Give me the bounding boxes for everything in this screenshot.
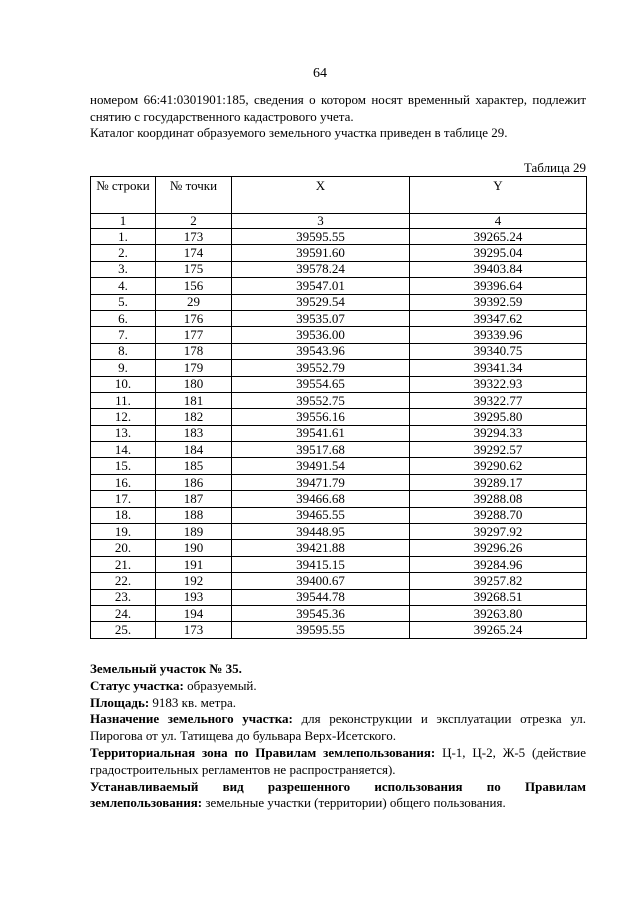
- row-number-cell: 25.: [91, 622, 156, 638]
- x-coordinate-cell: 39415.15: [232, 556, 410, 572]
- x-coordinate-cell: 39591.60: [232, 245, 410, 261]
- y-coordinate-cell: 39341.34: [410, 360, 587, 376]
- row-number-cell: 2.: [91, 245, 156, 261]
- x-coordinate-cell: 39448.95: [232, 524, 410, 540]
- table-body: [91, 229, 587, 639]
- point-number-cell: 175: [156, 261, 232, 277]
- status-value: образуемый.: [183, 677, 257, 693]
- point-number-cell: 178: [156, 343, 232, 359]
- x-coordinate-cell: 39595.55: [232, 622, 410, 638]
- point-number-cell: 180: [156, 376, 232, 392]
- table-row: [91, 491, 587, 507]
- y-coordinate-cell: 39295.80: [410, 409, 587, 425]
- row-number-cell: 9.: [91, 360, 156, 376]
- y-coordinate-cell: 39392.59: [410, 294, 587, 310]
- table-row: [91, 524, 587, 540]
- point-number-cell: 182: [156, 409, 232, 425]
- intro-paragraph-2: Каталог координат образуемого земельного участка приведен в таблице 29.: [90, 125, 508, 140]
- row-number-cell: 6.: [91, 310, 156, 326]
- point-number-cell: 183: [156, 425, 232, 441]
- plot-title: Земельный участок № 35.: [90, 661, 242, 676]
- x-coordinate-cell: 39529.54: [232, 294, 410, 310]
- y-coordinate-cell: 39340.75: [410, 343, 587, 359]
- header-y: Y: [410, 177, 587, 214]
- point-number-cell: 189: [156, 524, 232, 540]
- x-coordinate-cell: 39421.88: [232, 540, 410, 556]
- area-label: Площадь:: [90, 694, 150, 710]
- table-row: [91, 245, 587, 261]
- x-coordinate-cell: 39544.78: [232, 589, 410, 605]
- row-number-cell: 3.: [91, 261, 156, 277]
- status-label: Статус участка:: [90, 677, 184, 693]
- y-coordinate-cell: 39265.24: [410, 229, 587, 245]
- table-row: [91, 261, 587, 277]
- zone-value: Ц-1, Ц-2, Ж-5 (действие градостроительных регламентов не распространяется).: [90, 744, 586, 777]
- use-value: земельные участки (территории) общего пользования.: [202, 795, 506, 811]
- use-label-line-2: землепользования:: [90, 795, 203, 811]
- y-coordinate-cell: 39289.17: [410, 474, 587, 490]
- point-number-cell: 179: [156, 360, 232, 376]
- table-row: [91, 507, 587, 523]
- row-number-cell: 4.: [91, 278, 156, 294]
- table-row: [91, 622, 587, 638]
- table-row: [91, 573, 587, 589]
- purpose-value: для реконструкции и эксплуатации отрезка ул. Пирогова от ул. Татищева до бульвара Верх-Исетского.: [90, 711, 586, 744]
- table-row: [91, 556, 587, 572]
- y-coordinate-cell: 39297.92: [410, 524, 587, 540]
- table-row: [91, 425, 587, 441]
- column-number: 4: [410, 214, 587, 229]
- point-number-cell: 192: [156, 573, 232, 589]
- y-coordinate-cell: 39288.70: [410, 507, 587, 523]
- point-number-cell: 184: [156, 442, 232, 458]
- x-coordinate-cell: 39535.07: [232, 310, 410, 326]
- x-coordinate-cell: 39552.75: [232, 392, 410, 408]
- purpose-label: Назначение земельного участка:: [90, 711, 293, 727]
- table-header-row: [91, 177, 587, 214]
- table-row: [91, 376, 587, 392]
- point-number-cell: 176: [156, 310, 232, 326]
- x-coordinate-cell: 39595.55: [232, 229, 410, 245]
- table-row: [91, 458, 587, 474]
- intro-text: [90, 92, 586, 142]
- y-coordinate-cell: 39322.93: [410, 376, 587, 392]
- point-number-cell: 181: [156, 392, 232, 408]
- table-row: [91, 327, 587, 343]
- row-number-cell: 22.: [91, 573, 156, 589]
- land-plot-section: [90, 661, 586, 812]
- point-number-cell: 174: [156, 245, 232, 261]
- row-number-cell: 5.: [91, 294, 156, 310]
- table-row: [91, 343, 587, 359]
- column-number-row: [91, 214, 587, 229]
- row-number-cell: 1.: [91, 229, 156, 245]
- row-number-cell: 11.: [91, 392, 156, 408]
- y-coordinate-cell: 39295.04: [410, 245, 587, 261]
- row-number-cell: 23.: [91, 589, 156, 605]
- x-coordinate-cell: 39517.68: [232, 442, 410, 458]
- y-coordinate-cell: 39292.57: [410, 442, 587, 458]
- row-number-cell: 24.: [91, 605, 156, 621]
- table-row: [91, 278, 587, 294]
- y-coordinate-cell: 39290.62: [410, 458, 587, 474]
- header-row-number: № строки: [91, 177, 156, 214]
- point-number-cell: 177: [156, 327, 232, 343]
- point-number-cell: 29: [156, 294, 232, 310]
- y-coordinate-cell: 39294.33: [410, 425, 587, 441]
- row-number-cell: 20.: [91, 540, 156, 556]
- table-caption: Таблица 29: [523, 160, 586, 175]
- table-row: [91, 310, 587, 326]
- x-coordinate-cell: 39400.67: [232, 573, 410, 589]
- y-coordinate-cell: 39296.26: [410, 540, 587, 556]
- coordinates-table: [90, 176, 587, 639]
- x-coordinate-cell: 39543.96: [232, 343, 410, 359]
- point-number-cell: 194: [156, 605, 232, 621]
- table-row: [91, 392, 587, 408]
- row-number-cell: 10.: [91, 376, 156, 392]
- point-number-cell: 190: [156, 540, 232, 556]
- point-number-cell: 191: [156, 556, 232, 572]
- row-number-cell: 8.: [91, 343, 156, 359]
- point-number-cell: 185: [156, 458, 232, 474]
- table-row: [91, 442, 587, 458]
- column-number: 1: [91, 214, 156, 229]
- y-coordinate-cell: 39268.51: [410, 589, 587, 605]
- point-number-cell: 187: [156, 491, 232, 507]
- intro-paragraph-1: номером 66:41:0301901:185, сведения о котором носят временный характер, подлежит снятию с государственного кадастрового учета.: [90, 92, 586, 124]
- x-coordinate-cell: 39541.61: [232, 425, 410, 441]
- y-coordinate-cell: 39403.84: [410, 261, 587, 277]
- row-number-cell: 15.: [91, 458, 156, 474]
- point-number-cell: 193: [156, 589, 232, 605]
- x-coordinate-cell: 39471.79: [232, 474, 410, 490]
- column-number: 3: [232, 214, 410, 229]
- x-coordinate-cell: 39536.00: [232, 327, 410, 343]
- point-number-cell: 173: [156, 622, 232, 638]
- y-coordinate-cell: 39288.08: [410, 491, 587, 507]
- table-row: [91, 229, 587, 245]
- row-number-cell: 19.: [91, 524, 156, 540]
- table-row: [91, 540, 587, 556]
- row-number-cell: 7.: [91, 327, 156, 343]
- table-row: [91, 360, 587, 376]
- row-number-cell: 16.: [91, 474, 156, 490]
- point-number-cell: 188: [156, 507, 232, 523]
- row-number-cell: 13.: [91, 425, 156, 441]
- row-number-cell: 21.: [91, 556, 156, 572]
- use-label-line-1: Устанавливаемый вид разрешенного использования по Правилам: [90, 778, 586, 794]
- row-number-cell: 14.: [91, 442, 156, 458]
- y-coordinate-cell: 39347.62: [410, 310, 587, 326]
- table-row: [91, 294, 587, 310]
- column-number: 2: [156, 214, 232, 229]
- y-coordinate-cell: 39263.80: [410, 605, 587, 621]
- header-x: X: [232, 177, 410, 214]
- x-coordinate-cell: 39491.54: [232, 458, 410, 474]
- page-number: 64: [313, 66, 327, 81]
- point-number-cell: 186: [156, 474, 232, 490]
- y-coordinate-cell: 39322.77: [410, 392, 587, 408]
- table-row: [91, 409, 587, 425]
- x-coordinate-cell: 39545.36: [232, 605, 410, 621]
- header-point-number: № точки: [156, 177, 232, 214]
- point-number-cell: 173: [156, 229, 232, 245]
- table-row: [91, 474, 587, 490]
- x-coordinate-cell: 39556.16: [232, 409, 410, 425]
- row-number-cell: 17.: [91, 491, 156, 507]
- y-coordinate-cell: 39396.64: [410, 278, 587, 294]
- row-number-cell: 12.: [91, 409, 156, 425]
- y-coordinate-cell: 39284.96: [410, 556, 587, 572]
- y-coordinate-cell: 39339.96: [410, 327, 587, 343]
- x-coordinate-cell: 39547.01: [232, 278, 410, 294]
- zone-label: Территориальная зона по Правилам землепользования:: [90, 744, 436, 760]
- x-coordinate-cell: 39466.68: [232, 491, 410, 507]
- x-coordinate-cell: 39552.79: [232, 360, 410, 376]
- area-value: 9183 кв. метра.: [149, 694, 236, 710]
- x-coordinate-cell: 39578.24: [232, 261, 410, 277]
- y-coordinate-cell: 39265.24: [410, 622, 587, 638]
- x-coordinate-cell: 39554.65: [232, 376, 410, 392]
- table-row: [91, 605, 587, 621]
- row-number-cell: 18.: [91, 507, 156, 523]
- y-coordinate-cell: 39257.82: [410, 573, 587, 589]
- x-coordinate-cell: 39465.55: [232, 507, 410, 523]
- point-number-cell: 156: [156, 278, 232, 294]
- table-row: [91, 589, 587, 605]
